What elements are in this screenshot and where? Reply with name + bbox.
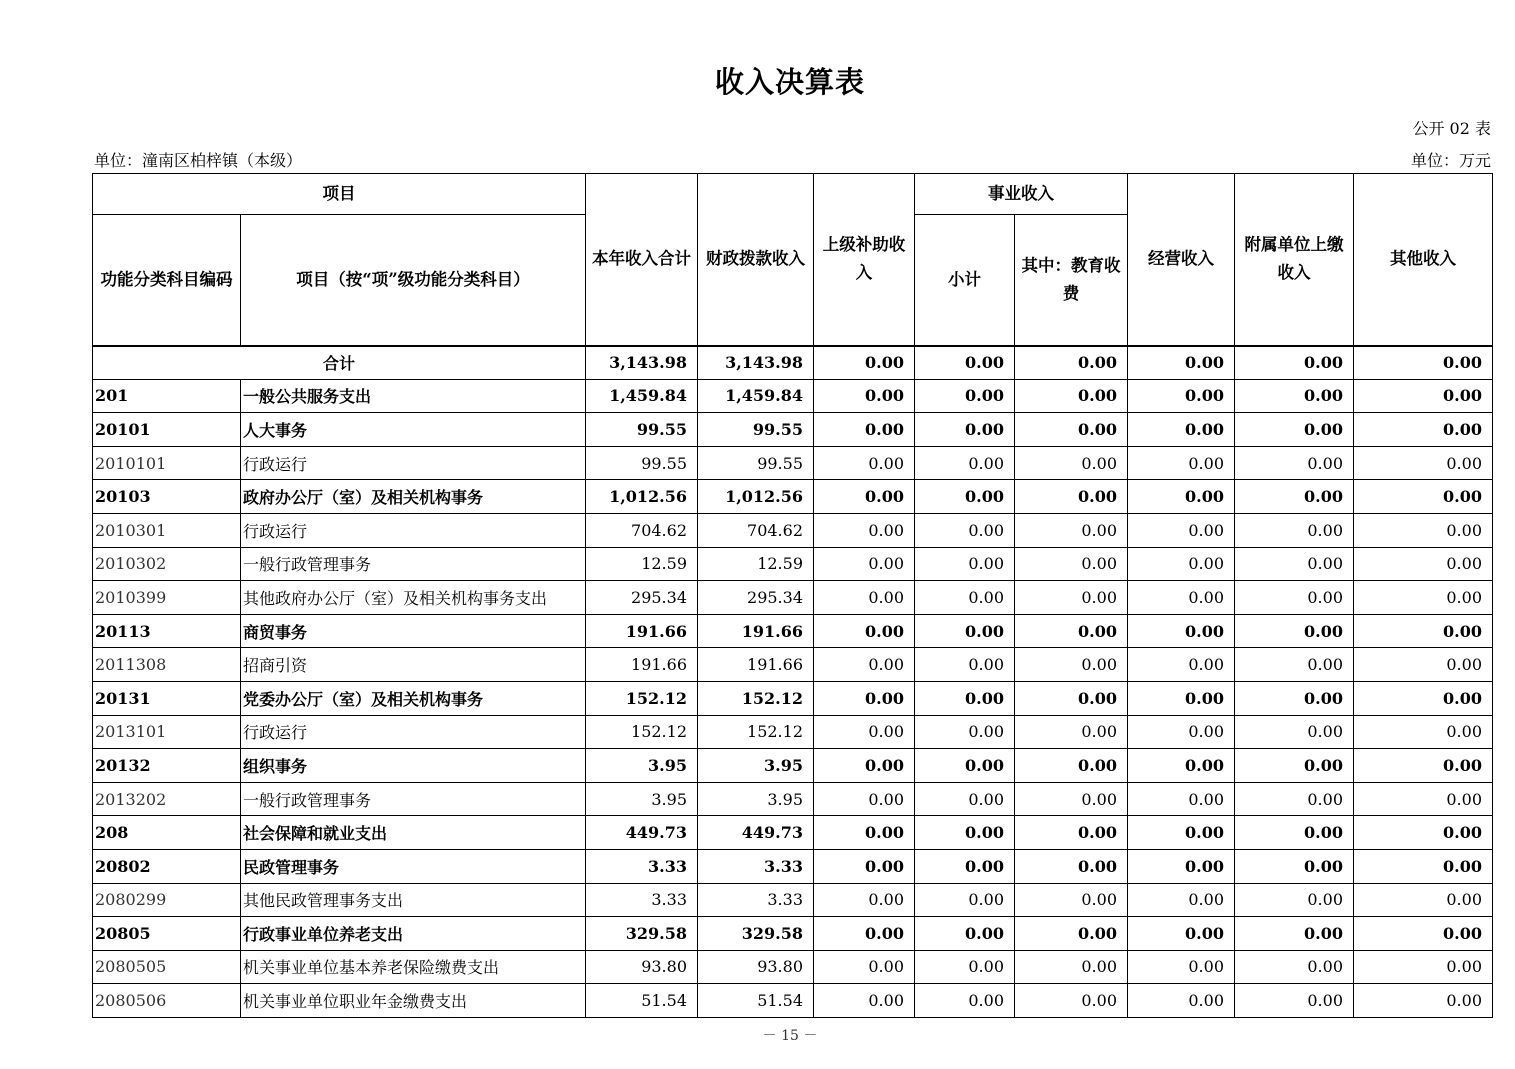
row-value: 3.33 (586, 849, 698, 883)
row-value: 0.00 (1354, 446, 1493, 480)
row-code: 2080505 (93, 950, 241, 984)
row-value: 0.00 (1128, 950, 1235, 984)
row-value: 0.00 (1235, 648, 1354, 682)
row-value: 0.00 (915, 984, 1015, 1018)
table-row (93, 581, 1493, 615)
row-value: 0.00 (1128, 816, 1235, 850)
row-value: 0.00 (915, 547, 1015, 581)
row-value: 0.00 (1354, 782, 1493, 816)
row-value: 0.00 (1235, 614, 1354, 648)
row-value: 0.00 (1128, 984, 1235, 1018)
unit-organization: 单位：潼南区柏梓镇（本级） (94, 151, 303, 170)
row-name: 行政运行 (241, 715, 586, 749)
row-value: 12.59 (698, 547, 814, 581)
row-code: 2011308 (93, 648, 241, 682)
row-value: 0.00 (1128, 715, 1235, 749)
row-value: 0.00 (1015, 984, 1128, 1018)
row-value: 0.00 (1354, 413, 1493, 447)
row-value: 295.34 (586, 581, 698, 615)
row-value: 0.00 (1128, 648, 1235, 682)
row-value: 3.95 (586, 749, 698, 783)
row-value: 1,459.84 (586, 379, 698, 413)
header-subtotal: 小计 (915, 215, 1015, 346)
total-cell: 0.00 (1015, 346, 1128, 380)
row-value: 0.00 (1128, 917, 1235, 951)
row-value: 0.00 (1128, 681, 1235, 715)
row-value: 0.00 (1128, 782, 1235, 816)
table-row (93, 379, 1493, 413)
row-value: 0.00 (915, 513, 1015, 547)
row-name: 行政事业单位养老支出 (241, 917, 586, 951)
header-affiliated: 附属单位上缴收入 (1235, 174, 1354, 346)
row-value: 0.00 (915, 379, 1015, 413)
row-value: 0.00 (1128, 749, 1235, 783)
row-value: 51.54 (586, 984, 698, 1018)
row-value: 0.00 (1235, 513, 1354, 547)
table-row (93, 917, 1493, 951)
row-name: 商贸事务 (241, 614, 586, 648)
row-code: 2010399 (93, 581, 241, 615)
row-value: 449.73 (586, 816, 698, 850)
total-row (93, 346, 1493, 380)
row-value: 0.00 (1015, 715, 1128, 749)
row-value: 0.00 (1354, 480, 1493, 514)
row-value: 0.00 (1235, 379, 1354, 413)
row-value: 0.00 (1354, 749, 1493, 783)
row-value: 191.66 (698, 614, 814, 648)
row-value: 0.00 (1128, 581, 1235, 615)
total-cell: 0.00 (814, 346, 915, 380)
total-label: 合计 (93, 346, 586, 380)
row-value: 0.00 (1128, 547, 1235, 581)
row-name: 民政管理事务 (241, 849, 586, 883)
row-value: 449.73 (698, 816, 814, 850)
row-value: 0.00 (915, 581, 1015, 615)
row-code: 208 (93, 816, 241, 850)
row-value: 93.80 (698, 950, 814, 984)
row-value: 295.34 (698, 581, 814, 615)
header-superior: 上级补助收入 (814, 174, 915, 346)
row-code: 20131 (93, 681, 241, 715)
row-value: 0.00 (1354, 849, 1493, 883)
row-code: 20103 (93, 480, 241, 514)
row-value: 704.62 (586, 513, 698, 547)
row-code: 201 (93, 379, 241, 413)
row-value: 99.55 (586, 446, 698, 480)
total-cell: 0.00 (1128, 346, 1235, 380)
row-name: 其他政府办公厅（室）及相关机构事务支出 (241, 581, 586, 615)
table-row (93, 950, 1493, 984)
row-value: 0.00 (915, 917, 1015, 951)
table-row (93, 446, 1493, 480)
row-value: 99.55 (698, 413, 814, 447)
row-value: 3.95 (698, 749, 814, 783)
row-value: 0.00 (1015, 581, 1128, 615)
row-name: 政府办公厅（室）及相关机构事务 (241, 480, 586, 514)
row-value: 0.00 (1354, 715, 1493, 749)
row-code: 20805 (93, 917, 241, 951)
row-value: 0.00 (1015, 917, 1128, 951)
row-value: 0.00 (915, 849, 1015, 883)
row-value: 0.00 (1015, 547, 1128, 581)
row-value: 0.00 (1128, 513, 1235, 547)
row-value: 0.00 (1354, 681, 1493, 715)
row-value: 0.00 (814, 950, 915, 984)
row-value: 0.00 (814, 446, 915, 480)
row-code: 2010302 (93, 547, 241, 581)
row-value: 152.12 (586, 681, 698, 715)
row-value: 191.66 (698, 648, 814, 682)
page-title: 收入决算表 (714, 65, 865, 99)
row-value: 0.00 (1015, 950, 1128, 984)
row-value: 0.00 (1128, 849, 1235, 883)
table-row (93, 782, 1493, 816)
row-value: 0.00 (1354, 917, 1493, 951)
row-name: 人大事务 (241, 413, 586, 447)
unit-currency: 单位：万元 (1410, 151, 1491, 170)
row-value: 329.58 (586, 917, 698, 951)
row-value: 0.00 (1235, 749, 1354, 783)
header-business-group: 事业收入 (915, 174, 1128, 215)
row-value: 0.00 (814, 681, 915, 715)
row-value: 0.00 (1354, 883, 1493, 917)
form-number: 公开 02 表 (1412, 119, 1491, 138)
row-value: 0.00 (814, 581, 915, 615)
row-value: 0.00 (1354, 648, 1493, 682)
row-value: 0.00 (814, 379, 915, 413)
row-value: 152.12 (586, 715, 698, 749)
row-value: 0.00 (1015, 379, 1128, 413)
row-value: 0.00 (1015, 816, 1128, 850)
row-name: 一般行政管理事务 (241, 782, 586, 816)
row-value: 0.00 (1128, 379, 1235, 413)
row-value: 99.55 (586, 413, 698, 447)
row-value: 1,012.56 (586, 480, 698, 514)
row-value: 0.00 (1015, 614, 1128, 648)
row-value: 0.00 (915, 816, 1015, 850)
row-code: 2013202 (93, 782, 241, 816)
row-value: 0.00 (915, 614, 1015, 648)
row-value: 0.00 (814, 917, 915, 951)
row-value: 1,459.84 (698, 379, 814, 413)
row-value: 191.66 (586, 648, 698, 682)
table-row (93, 614, 1493, 648)
row-value: 0.00 (1235, 883, 1354, 917)
row-value: 0.00 (814, 715, 915, 749)
table-row (93, 715, 1493, 749)
row-value: 191.66 (586, 614, 698, 648)
table-row (93, 883, 1493, 917)
income-table (92, 173, 1493, 1018)
row-value: 0.00 (1235, 816, 1354, 850)
row-value: 3.33 (698, 849, 814, 883)
row-value: 0.00 (1128, 413, 1235, 447)
row-value: 0.00 (1015, 480, 1128, 514)
row-value: 99.55 (698, 446, 814, 480)
row-value: 0.00 (814, 614, 915, 648)
row-value: 0.00 (1235, 984, 1354, 1018)
row-value: 3.95 (586, 782, 698, 816)
row-value: 0.00 (1128, 883, 1235, 917)
row-value: 0.00 (915, 648, 1015, 682)
table-row (93, 816, 1493, 850)
row-name: 招商引资 (241, 648, 586, 682)
row-value: 0.00 (814, 816, 915, 850)
row-name: 组织事务 (241, 749, 586, 783)
row-value: 0.00 (814, 782, 915, 816)
row-value: 152.12 (698, 715, 814, 749)
header-other: 其他收入 (1354, 174, 1493, 346)
row-value: 0.00 (1015, 883, 1128, 917)
row-value: 0.00 (814, 513, 915, 547)
row-value: 0.00 (915, 749, 1015, 783)
row-name: 一般公共服务支出 (241, 379, 586, 413)
header-fiscal: 财政拨款收入 (698, 174, 814, 346)
row-value: 0.00 (1235, 480, 1354, 514)
row-code: 2010101 (93, 446, 241, 480)
row-value: 0.00 (1354, 816, 1493, 850)
row-value: 0.00 (1235, 917, 1354, 951)
row-value: 0.00 (1235, 581, 1354, 615)
row-code: 2080299 (93, 883, 241, 917)
row-value: 329.58 (698, 917, 814, 951)
row-value: 0.00 (1354, 379, 1493, 413)
header-item: 项目（按“项”级功能分类科目） (241, 215, 586, 346)
row-value: 0.00 (814, 849, 915, 883)
table-row (93, 984, 1493, 1018)
row-value: 0.00 (1015, 849, 1128, 883)
row-value: 0.00 (1015, 413, 1128, 447)
row-value: 0.00 (814, 413, 915, 447)
table-row (93, 681, 1493, 715)
row-value: 0.00 (915, 715, 1015, 749)
row-value: 0.00 (1235, 681, 1354, 715)
row-value: 1,012.56 (698, 480, 814, 514)
row-value: 0.00 (1128, 480, 1235, 514)
row-value: 0.00 (1235, 413, 1354, 447)
row-value: 152.12 (698, 681, 814, 715)
row-name: 行政运行 (241, 446, 586, 480)
row-value: 0.00 (1354, 513, 1493, 547)
row-value: 0.00 (814, 749, 915, 783)
table-row (93, 513, 1493, 547)
row-value: 0.00 (915, 782, 1015, 816)
total-cell: 3,143.98 (586, 346, 698, 380)
row-value: 0.00 (1354, 984, 1493, 1018)
table-row (93, 849, 1493, 883)
table-row (93, 480, 1493, 514)
table-row (93, 547, 1493, 581)
total-cell: 3,143.98 (698, 346, 814, 380)
row-value: 0.00 (1235, 547, 1354, 581)
row-value: 0.00 (1128, 614, 1235, 648)
total-cell: 0.00 (1354, 346, 1493, 380)
row-value: 0.00 (1235, 446, 1354, 480)
header-code: 功能分类科目编码 (93, 215, 241, 346)
row-value: 0.00 (915, 883, 1015, 917)
row-code: 2013101 (93, 715, 241, 749)
row-value: 704.62 (698, 513, 814, 547)
row-name: 其他民政管理事务支出 (241, 883, 586, 917)
row-value: 0.00 (1015, 648, 1128, 682)
row-value: 0.00 (1128, 446, 1235, 480)
row-value: 51.54 (698, 984, 814, 1018)
row-name: 行政运行 (241, 513, 586, 547)
page-number: － 15 － (762, 1028, 818, 1044)
header-operating: 经营收入 (1128, 174, 1235, 346)
row-name: 一般行政管理事务 (241, 547, 586, 581)
row-value: 0.00 (1235, 950, 1354, 984)
row-value: 0.00 (814, 480, 915, 514)
total-cell: 0.00 (915, 346, 1015, 380)
row-name: 机关事业单位基本养老保险缴费支出 (241, 950, 586, 984)
row-name: 机关事业单位职业年金缴费支出 (241, 984, 586, 1018)
row-code: 20132 (93, 749, 241, 783)
row-value: 0.00 (814, 648, 915, 682)
row-value: 0.00 (915, 950, 1015, 984)
row-value: 3.95 (698, 782, 814, 816)
table-row (93, 749, 1493, 783)
header-project: 项目 (93, 174, 586, 215)
row-value: 0.00 (814, 984, 915, 1018)
row-value: 0.00 (1354, 581, 1493, 615)
row-value: 0.00 (1235, 715, 1354, 749)
row-value: 0.00 (1235, 849, 1354, 883)
header-education: 其中：教育收费 (1015, 215, 1128, 346)
row-value: 0.00 (1015, 749, 1128, 783)
total-cell: 0.00 (1235, 346, 1354, 380)
row-value: 0.00 (1354, 547, 1493, 581)
row-value: 0.00 (915, 413, 1015, 447)
row-value: 0.00 (1354, 614, 1493, 648)
row-code: 2080506 (93, 984, 241, 1018)
row-value: 0.00 (915, 480, 1015, 514)
row-value: 0.00 (1015, 513, 1128, 547)
row-value: 0.00 (1235, 782, 1354, 816)
row-code: 2010301 (93, 513, 241, 547)
row-code: 20802 (93, 849, 241, 883)
row-value: 3.33 (698, 883, 814, 917)
row-value: 0.00 (1354, 950, 1493, 984)
row-value: 0.00 (1015, 681, 1128, 715)
row-code: 20113 (93, 614, 241, 648)
row-name: 社会保障和就业支出 (241, 816, 586, 850)
row-value: 0.00 (1015, 446, 1128, 480)
row-value: 12.59 (586, 547, 698, 581)
row-code: 20101 (93, 413, 241, 447)
table-row (93, 413, 1493, 447)
row-value: 0.00 (814, 883, 915, 917)
row-value: 93.80 (586, 950, 698, 984)
row-value: 3.33 (586, 883, 698, 917)
row-value: 0.00 (1015, 782, 1128, 816)
header-total: 本年收入合计 (586, 174, 698, 346)
row-name: 党委办公厅（室）及相关机构事务 (241, 681, 586, 715)
row-value: 0.00 (814, 547, 915, 581)
table-row (93, 648, 1493, 682)
row-value: 0.00 (915, 681, 1015, 715)
row-value: 0.00 (915, 446, 1015, 480)
